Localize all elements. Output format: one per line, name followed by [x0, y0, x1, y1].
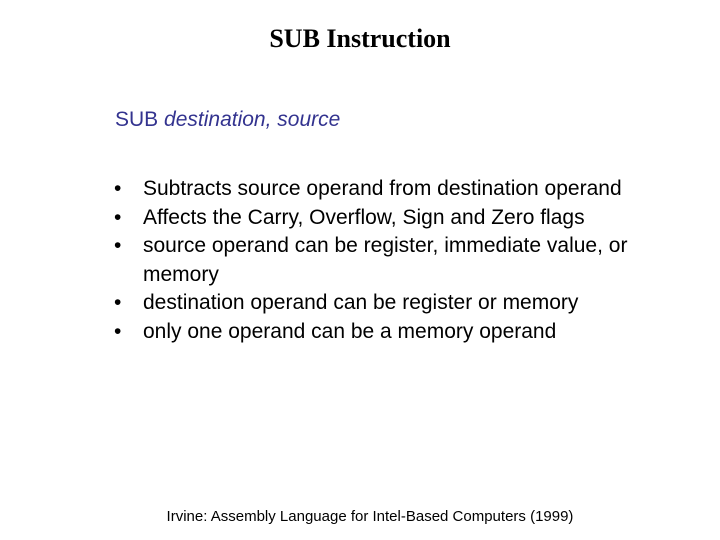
bullet-text: only one operand can be a memory operand	[143, 319, 557, 343]
syntax-mnemonic: SUB	[115, 108, 159, 131]
bullet-marker: •	[114, 234, 122, 257]
bullet-text: source operand can be register, immediate value, or memory	[143, 234, 628, 286]
bullet-item	[112, 289, 632, 318]
bullet-item	[112, 318, 632, 347]
bullet-item	[112, 175, 632, 204]
bullet-marker: •	[114, 205, 122, 229]
bullet-marker: •	[114, 177, 122, 200]
bullet-text: destination operand can be register or memory	[143, 291, 579, 314]
bullet-text: Affects the Carry, Overflow, Sign and Zero flags	[143, 205, 585, 229]
citation: Irvine: Assembly Language for Intel-Based Computers (1999)	[166, 508, 574, 525]
syntax-line	[115, 108, 340, 132]
bullet-text: Subtracts source operand from destination operand	[143, 177, 622, 200]
bullet-item	[112, 232, 632, 289]
bullet-item	[112, 204, 632, 233]
bullet-marker: •	[114, 291, 122, 314]
syntax-operands: destination, source	[164, 108, 341, 131]
bullet-list	[112, 175, 632, 346]
bullet-marker: •	[114, 319, 122, 343]
slide-title: SUB Instruction	[269, 24, 451, 53]
